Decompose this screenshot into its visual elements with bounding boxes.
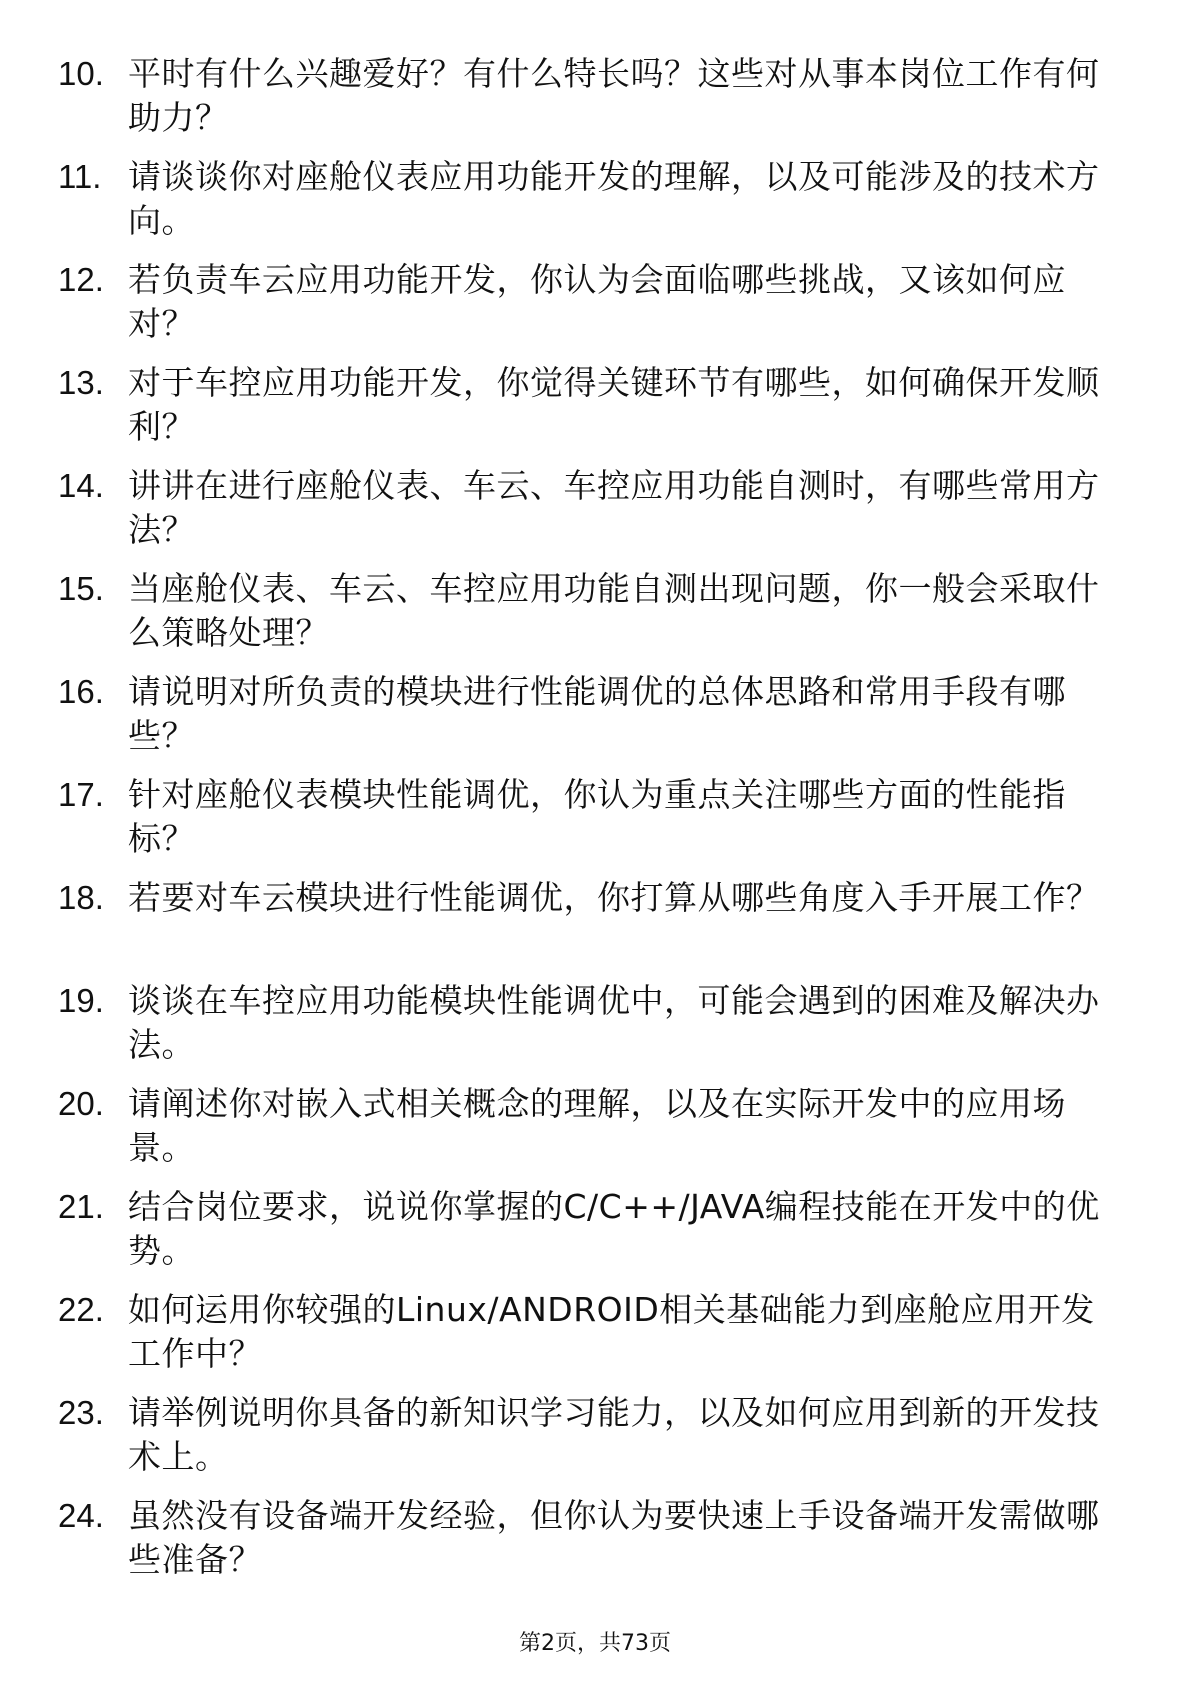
question-text: 虽然没有设备端开发经验，但你认为要快速上手设备端开发需做哪些准备？ xyxy=(128,1496,1100,1579)
question-item xyxy=(58,876,1118,979)
question-item xyxy=(58,567,1118,670)
question-item xyxy=(58,1288,1118,1391)
question-number: 19. xyxy=(58,982,104,1019)
question-text: 如何运用你较强的Linux/ANDROID相关基础能力到座舱应用开发工作中？ xyxy=(128,1290,1095,1373)
question-number: 15. xyxy=(58,570,104,607)
question-number: 20. xyxy=(58,1085,104,1122)
question-item xyxy=(58,361,1118,464)
question-text: 讲讲在进行座舱仪表、车云、车控应用功能自测时，有哪些常用方法？ xyxy=(128,466,1100,549)
question-item xyxy=(58,979,1118,1082)
question-item xyxy=(58,258,1118,361)
question-number: 23. xyxy=(58,1394,104,1431)
question-text: 结合岗位要求，说说你掌握的C/C++/JAVA编程技能在开发中的优势。 xyxy=(128,1187,1100,1270)
question-text: 请谈谈你对座舱仪表应用功能开发的理解，以及可能涉及的技术方向。 xyxy=(128,157,1100,240)
question-text: 当座舱仪表、车云、车控应用功能自测出现问题，你一般会采取什么策略处理？ xyxy=(128,569,1100,652)
question-number: 12. xyxy=(58,261,104,298)
question-list xyxy=(58,52,1118,1597)
question-text: 请阐述你对嵌入式相关概念的理解，以及在实际开发中的应用场景。 xyxy=(128,1084,1066,1167)
question-item xyxy=(58,1391,1118,1494)
question-text: 谈谈在车控应用功能模块性能调优中，可能会遇到的困难及解决办法。 xyxy=(128,981,1100,1064)
question-number: 13. xyxy=(58,364,104,401)
question-number: 16. xyxy=(58,673,104,710)
question-text: 若负责车云应用功能开发，你认为会面临哪些挑战，又该如何应对？ xyxy=(128,260,1066,343)
question-number: 11. xyxy=(58,158,102,195)
question-item xyxy=(58,464,1118,567)
question-text: 对于车控应用功能开发，你觉得关键环节有哪些，如何确保开发顺利？ xyxy=(128,363,1100,446)
question-number: 24. xyxy=(58,1497,104,1534)
question-number: 18. xyxy=(58,879,104,916)
question-text: 请举例说明你具备的新知识学习能力，以及如何应用到新的开发技术上。 xyxy=(128,1393,1100,1476)
question-number: 17. xyxy=(58,776,104,813)
page-footer: 第2页，共73页 xyxy=(519,1631,671,1656)
question-item xyxy=(58,52,1118,155)
question-number: 22. xyxy=(58,1291,104,1328)
question-item xyxy=(58,1185,1118,1288)
question-item xyxy=(58,155,1118,258)
question-item xyxy=(58,1082,1118,1185)
question-text: 针对座舱仪表模块性能调优，你认为重点关注哪些方面的性能指标？ xyxy=(128,775,1066,858)
question-number: 14. xyxy=(58,467,104,504)
question-item xyxy=(58,1494,1118,1597)
question-item xyxy=(58,670,1118,773)
question-number: 10. xyxy=(58,55,104,92)
question-number: 21. xyxy=(58,1188,104,1225)
question-item xyxy=(58,773,1118,876)
question-text: 若要对车云模块进行性能调优，你打算从哪些角度入手开展工作？ xyxy=(128,878,1100,917)
question-text: 请说明对所负责的模块进行性能调优的总体思路和常用手段有哪些？ xyxy=(128,672,1066,755)
question-text: 平时有什么兴趣爱好？有什么特长吗？这些对从事本岗位工作有何助力？ xyxy=(128,54,1100,137)
